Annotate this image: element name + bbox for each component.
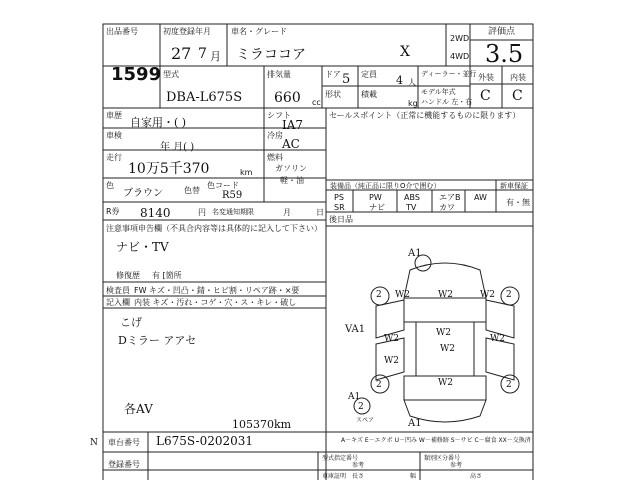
option-aw: AW: [474, 193, 487, 202]
mark-w2-roof: W2: [440, 344, 455, 354]
mark-va1: VA1: [345, 324, 366, 335]
registration-label: 登録番号: [108, 460, 140, 469]
fuel-label: 燃料: [267, 153, 283, 162]
report-items: 内装 キズ・汚れ・コゲ・穴・ス・キレ・破し: [134, 298, 297, 307]
new-car-warranty-label: 新車保証: [500, 182, 528, 190]
exterior-label: 外装: [478, 73, 494, 82]
option-navi: ナビ: [369, 203, 385, 212]
score-label: 評価点: [488, 27, 516, 37]
kg-unit: kg: [408, 99, 418, 108]
deadline-month: 月: [283, 208, 291, 217]
person-unit: 人: [408, 78, 416, 87]
mark-w2-door-right: W2: [490, 334, 505, 344]
mark-w2-door-left: W2: [384, 334, 399, 344]
shape-label: 形状: [325, 90, 341, 99]
yen-unit: 円: [198, 208, 206, 217]
option-abs: ABS: [404, 193, 420, 202]
inspector-note-1: こげ: [120, 316, 142, 329]
mileage-value: 10万5千370: [128, 161, 210, 177]
drive-4wd: 4WD: [450, 52, 470, 61]
option-sr: SR: [334, 203, 345, 212]
mark-a1-rear: A1: [408, 418, 422, 429]
mark-2-fr: 2: [506, 290, 512, 300]
chassis-value: L675S-0202031: [156, 434, 254, 448]
model: DBA-L675S: [166, 90, 243, 105]
drive-2wd: 2WD: [450, 34, 470, 43]
length-label: 長さ: [352, 473, 365, 480]
mark-2-rr: 2: [506, 380, 512, 390]
handle-label: ハンドル 左・右: [421, 98, 473, 106]
transmission: IA7: [282, 118, 304, 132]
chassis-label: 車台番号: [108, 438, 140, 447]
inspector-note-3: 各AV: [124, 402, 153, 416]
option-ps: PS: [334, 193, 344, 202]
displacement: 660: [274, 90, 301, 106]
color-code-label: 色コード: [207, 181, 239, 190]
warranty-value: 有・無: [506, 198, 530, 207]
cc-unit: cc: [312, 98, 321, 107]
mark-2-rl: 2: [376, 380, 382, 390]
car-name: ミラココア: [236, 47, 306, 63]
first-registration-year: 27: [171, 44, 192, 63]
notes-value: ナビ・TV: [116, 240, 169, 254]
model-label: 型式: [163, 70, 179, 79]
option-pw: PW: [369, 193, 382, 202]
category-label: 類別区分番号: [424, 455, 461, 462]
check-label: 検査員: [106, 286, 130, 295]
interior-label: 内装: [510, 73, 526, 82]
lot-number: 1599: [111, 64, 162, 85]
repair-value: 有 [箇所: [152, 271, 182, 280]
mark-a1-bottom: A1: [348, 392, 361, 402]
garage-cert-label: 車庫証明: [322, 473, 347, 480]
height-label: 高さ: [470, 473, 483, 480]
width-label: 幅: [410, 473, 417, 480]
fuel-diesel: 軽・油: [280, 176, 304, 185]
mark-2-fl: 2: [376, 290, 382, 300]
recycle-label: R券: [106, 207, 120, 216]
color-label: 色: [106, 181, 114, 190]
capacity: 4: [396, 74, 403, 87]
ac: AC: [282, 137, 300, 151]
grade: X: [400, 44, 410, 60]
report-label: 記入欄: [106, 298, 130, 307]
options-label: 装備品（純正品に限りO介で囲む）: [330, 182, 441, 190]
mark-2-bottom: 2: [358, 402, 364, 412]
doors-label: ドア: [325, 70, 341, 79]
displacement-label: 排気量: [267, 70, 291, 79]
repair-label: 修復歴: [116, 271, 140, 280]
transmission-label: シフト: [267, 111, 291, 120]
deadline-day: 日: [316, 208, 324, 217]
lot-number-label: 出品番号: [106, 27, 138, 36]
option-airbag: エアB: [439, 193, 461, 202]
mark-w2-center: W2: [436, 328, 451, 338]
mark-w2-hood: W2: [438, 290, 453, 300]
odometer-note: 105370km: [232, 418, 292, 431]
option-leather: カワ: [439, 203, 455, 212]
recycle-value: 8140: [140, 206, 171, 220]
sales-points-label: セールスポイント（正常に機能するものに限ります）: [329, 111, 521, 120]
doors: 5: [342, 72, 351, 87]
inspection-value: 年 月( ): [160, 142, 195, 153]
mark-w2-right: W2: [480, 290, 495, 300]
spare-label: スペア: [356, 417, 375, 424]
notes-label: 注意事項申告欄（不具合内容等は具体的に記入して下さい）: [106, 224, 322, 233]
mark-w2-rear: W2: [438, 378, 453, 388]
damage-legend: A－キズ E－エクボ U－凹み W－補修跡 S－サビ C－腐食 XX－交換済: [341, 437, 531, 444]
color-change-label: 色替: [184, 186, 200, 195]
km-unit: km: [240, 168, 253, 177]
fuel-gasoline: ガソリン: [275, 164, 307, 173]
model-year-label: モデル年式: [421, 88, 456, 96]
check-items: FW キズ・凹凸・錆・ヒビ割・リペア跡・×要: [134, 286, 300, 295]
car-name-label: 車名・グレード: [231, 27, 287, 36]
inspector-note-2: Dミラー アアセ: [118, 334, 197, 347]
ref-label-1: 参考: [352, 462, 365, 469]
dealer-label: ディーラー・並行: [421, 70, 477, 78]
exterior-grade: C: [480, 88, 491, 104]
load-label: 積載: [361, 90, 377, 99]
month-unit: 月: [210, 50, 221, 63]
ref-label-2: 参考: [450, 462, 463, 469]
history-label: 車歴: [106, 111, 122, 120]
first-registration-label: 初度登録年月: [163, 27, 211, 36]
ac-label: 冷房: [267, 131, 283, 140]
mark-a1-front: A1: [408, 248, 422, 259]
model-designation-label: 型式指定番号: [322, 455, 359, 462]
mark-w2-left: W2: [395, 290, 410, 300]
inspection-label: 車検: [106, 131, 122, 140]
rear-item-label: 後日品: [329, 215, 353, 224]
interior-grade: C: [512, 88, 523, 104]
mileage-label: 走行: [106, 153, 122, 162]
title-deadline-label: 名変通知期限: [212, 208, 254, 216]
score: 3.5: [485, 40, 524, 68]
mark-w2-center-2: W2: [384, 356, 399, 366]
first-registration-month: 7: [198, 46, 207, 62]
capacity-label: 定員: [361, 70, 377, 79]
history-value: 自家用・( ): [130, 116, 187, 129]
color-value: ブラウン: [123, 188, 163, 199]
marker-n: N: [90, 438, 98, 448]
option-tv: TV: [406, 203, 417, 212]
color-code: R59: [222, 190, 243, 201]
